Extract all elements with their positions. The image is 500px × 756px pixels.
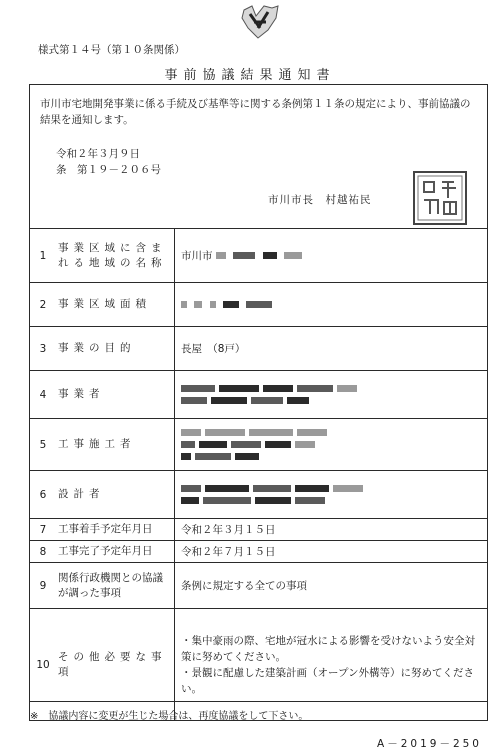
row-value (175, 371, 488, 419)
handwritten-mark (238, 4, 284, 42)
redacted-line (181, 396, 481, 406)
row-number: 9 (30, 563, 57, 609)
row-number: 7 (30, 519, 57, 541)
note-line: ・景観に配慮した建築計画（オープン外構等）に努めてください。 (181, 666, 475, 695)
row-label: 設計者 (56, 471, 175, 519)
details-table (29, 228, 488, 721)
row-label: 事業の目的 (56, 327, 175, 371)
table-row (30, 371, 488, 419)
row-label: 事業者 (56, 371, 175, 419)
intro-text: 市川市宅地開発事業に係る手続及び基準等に関する条例第１１条の規定により、事前協議の結果を通知します。 (40, 98, 471, 126)
redaction (284, 252, 302, 259)
row-value: 令和２年７月１５日 (175, 541, 488, 563)
redacted-line (181, 428, 481, 438)
row-label: 事業区域面積 (56, 283, 175, 327)
row-value (175, 229, 488, 283)
table-row (30, 229, 488, 283)
document-code: A－2019－250 (377, 738, 482, 750)
row-number: 6 (30, 471, 57, 519)
row-number: 4 (30, 371, 57, 419)
redaction (181, 301, 187, 308)
redacted-line (181, 384, 481, 394)
row-label: 事業区域に含まれる地域の名称 (56, 229, 175, 283)
row-value (175, 419, 488, 471)
row-number: 10 (30, 609, 57, 721)
form-number: 様式第１４号（第１０条関係） (38, 44, 185, 56)
row-number: 3 (30, 327, 57, 371)
table-row (30, 283, 488, 327)
row-label: 工事施工者 (56, 419, 175, 471)
row-value: 令和２年３月１５日 (175, 519, 488, 541)
row-number: 1 (30, 229, 57, 283)
redacted-line (181, 452, 481, 462)
issuer-name: 市川市長 村越祐民 (268, 194, 372, 206)
table-row (30, 563, 488, 609)
official-seal (412, 170, 468, 226)
redaction (210, 301, 216, 308)
table-row (30, 471, 488, 519)
row-label: 工事完了予定年月日 (56, 541, 175, 563)
redacted-line (181, 440, 481, 450)
table-row (30, 327, 488, 371)
row-value (175, 471, 488, 519)
redaction (194, 301, 202, 308)
document-number: 条 第１９－２０６号 (56, 164, 161, 176)
redacted-line (181, 484, 481, 494)
row-value (175, 283, 488, 327)
row-value: 長屋 （8戸） (175, 327, 488, 371)
row-label: 関係行政機関との協議が調った事項 (56, 563, 175, 609)
table-row (30, 541, 488, 563)
table-row (30, 519, 488, 541)
row-value (175, 609, 488, 721)
redaction (223, 301, 239, 308)
redaction (263, 252, 277, 259)
area-name: 市川市 (181, 249, 213, 262)
row-label: 工事着手予定年月日 (56, 519, 175, 541)
redaction (233, 252, 255, 259)
document-title: 事前協議結果通知書 (164, 68, 336, 83)
footnote: ※ 協議内容に変更が生じた場合は、再度協議をして下さい。 (30, 711, 309, 722)
row-number: 5 (30, 419, 57, 471)
row-number: 2 (30, 283, 57, 327)
note-line: ・集中豪雨の際、宅地が冠水による影響を受けないよう安全対策に努めてください。 (181, 634, 475, 663)
row-value: 条例に規定する全ての事項 (175, 563, 488, 609)
row-label: その他必要な事項 (56, 609, 175, 721)
table-row (30, 609, 488, 721)
issue-date: 令和２年３月９日 (56, 148, 140, 160)
row-number: 8 (30, 541, 57, 563)
table-row (30, 419, 488, 471)
redaction (246, 301, 272, 308)
redaction (216, 252, 226, 259)
redacted-line (181, 496, 481, 506)
